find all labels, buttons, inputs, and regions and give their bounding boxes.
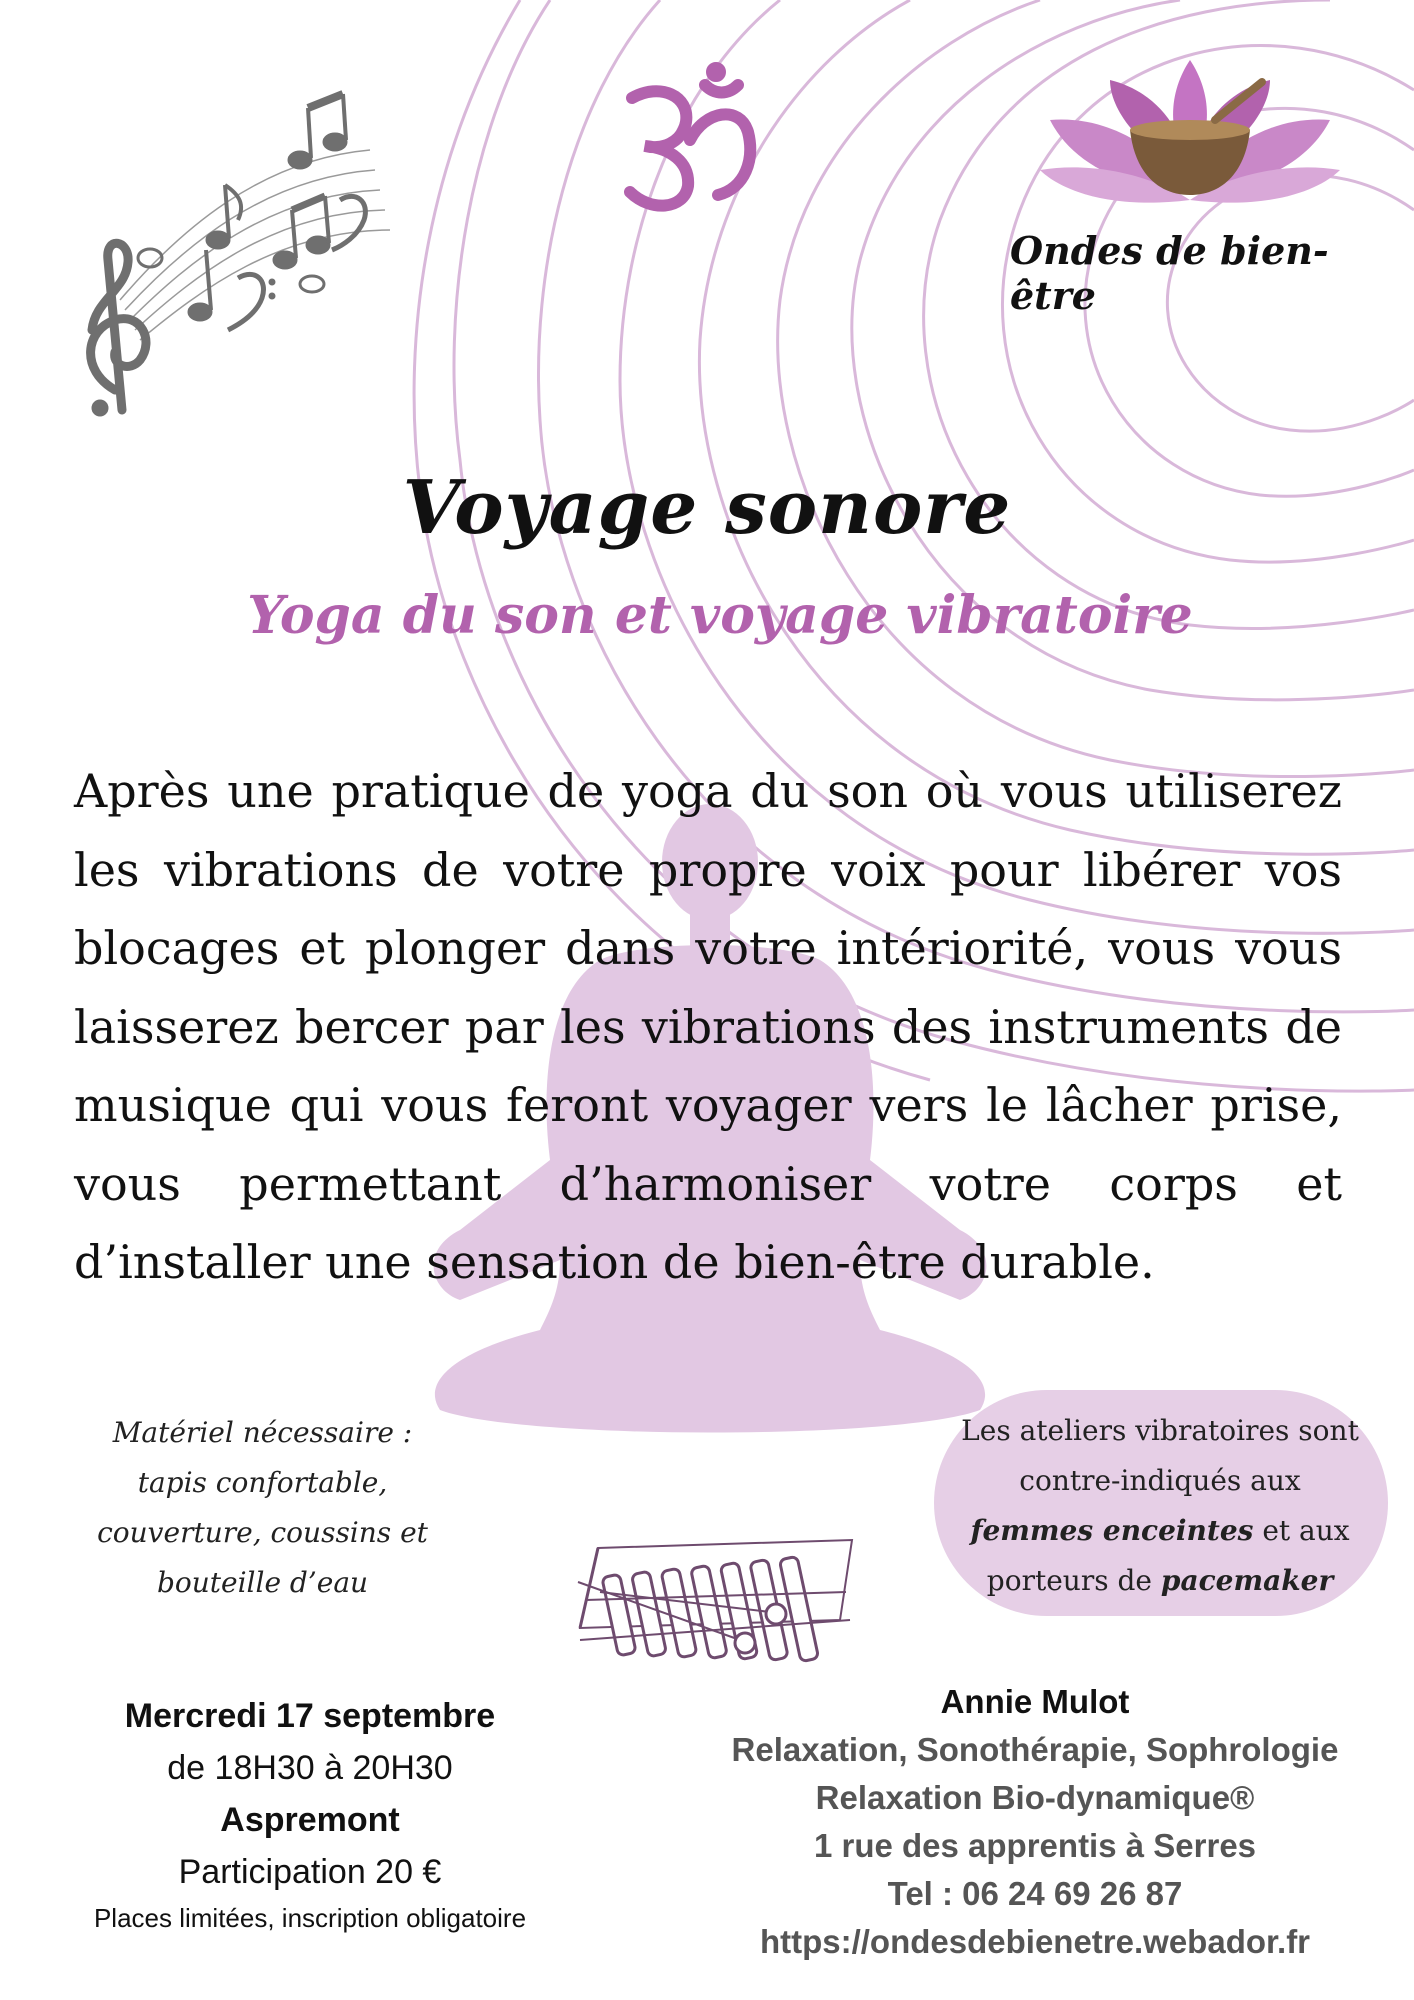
materials-line: bouteille d’eau	[156, 1566, 369, 1599]
event-date: Mercredi 17 septembre	[124, 1697, 496, 1735]
warning-fragment: porteurs de	[986, 1564, 1161, 1597]
warning-line: contre-indiqués aux	[1019, 1464, 1301, 1497]
event-note: Places limitées, inscription obligatoire	[93, 1903, 527, 1933]
warning-line	[950, 1556, 1370, 1606]
music-notes-icon	[91, 94, 390, 416]
xylophone-icon	[578, 1540, 852, 1662]
contact-method: Relaxation Bio-dynamique®	[815, 1779, 1255, 1816]
event-price: Participation 20 €	[178, 1853, 442, 1891]
contact-website-link[interactable]: https://ondesdebienetre.webador.fr	[759, 1923, 1311, 1960]
warning-line: Les ateliers vibratoires sont	[961, 1414, 1359, 1447]
materials-heading: Matériel nécessaire :	[112, 1416, 413, 1449]
contact-specialties: Relaxation, Sonothérapie, Sophrologie	[731, 1731, 1339, 1768]
warning-emphasis: pacemaker	[1160, 1564, 1334, 1597]
event-details	[60, 1690, 560, 1938]
materials-line: couverture, coussins et	[97, 1516, 428, 1549]
om-symbol-icon	[630, 68, 750, 206]
materials-block	[90, 1408, 435, 1608]
contact-name: Annie Mulot	[940, 1683, 1130, 1720]
contact-address: 1 rue des apprentis à Serres	[813, 1827, 1257, 1864]
contact-block	[690, 1678, 1380, 1966]
event-description: Après une pratique de yoga du son où vous utiliserez les vibrations de votre propre voix pour libérer vos blocages et plonger dans votre intériorité, vous vous laisserez bercer par les vibrations des instruments de musique qui vous feront voyager vers le lâcher prise, vous permettant d’harmoniser votre corps et d’installer une sensation de bien-être durable.	[74, 764, 1342, 1289]
warning-fragment: et aux	[1253, 1514, 1350, 1547]
brand-logo-text: Ondes de bien-être	[1010, 228, 1329, 318]
warning-line	[950, 1506, 1370, 1556]
event-title: Voyage sonore	[402, 465, 1012, 551]
materials-line: tapis confortable,	[137, 1466, 388, 1499]
event-subtitle: Yoga du son et voyage vibratoire	[247, 585, 1193, 646]
warning-emphasis: femmes enceintes	[970, 1514, 1254, 1547]
warning-text	[950, 1406, 1370, 1606]
event-time: de 18H30 à 20H30	[167, 1749, 453, 1787]
lotus-singing-bowl-icon	[1040, 60, 1340, 203]
contact-phone[interactable]: Tel : 06 24 69 26 87	[887, 1875, 1183, 1912]
event-place: Aspremont	[220, 1801, 400, 1839]
